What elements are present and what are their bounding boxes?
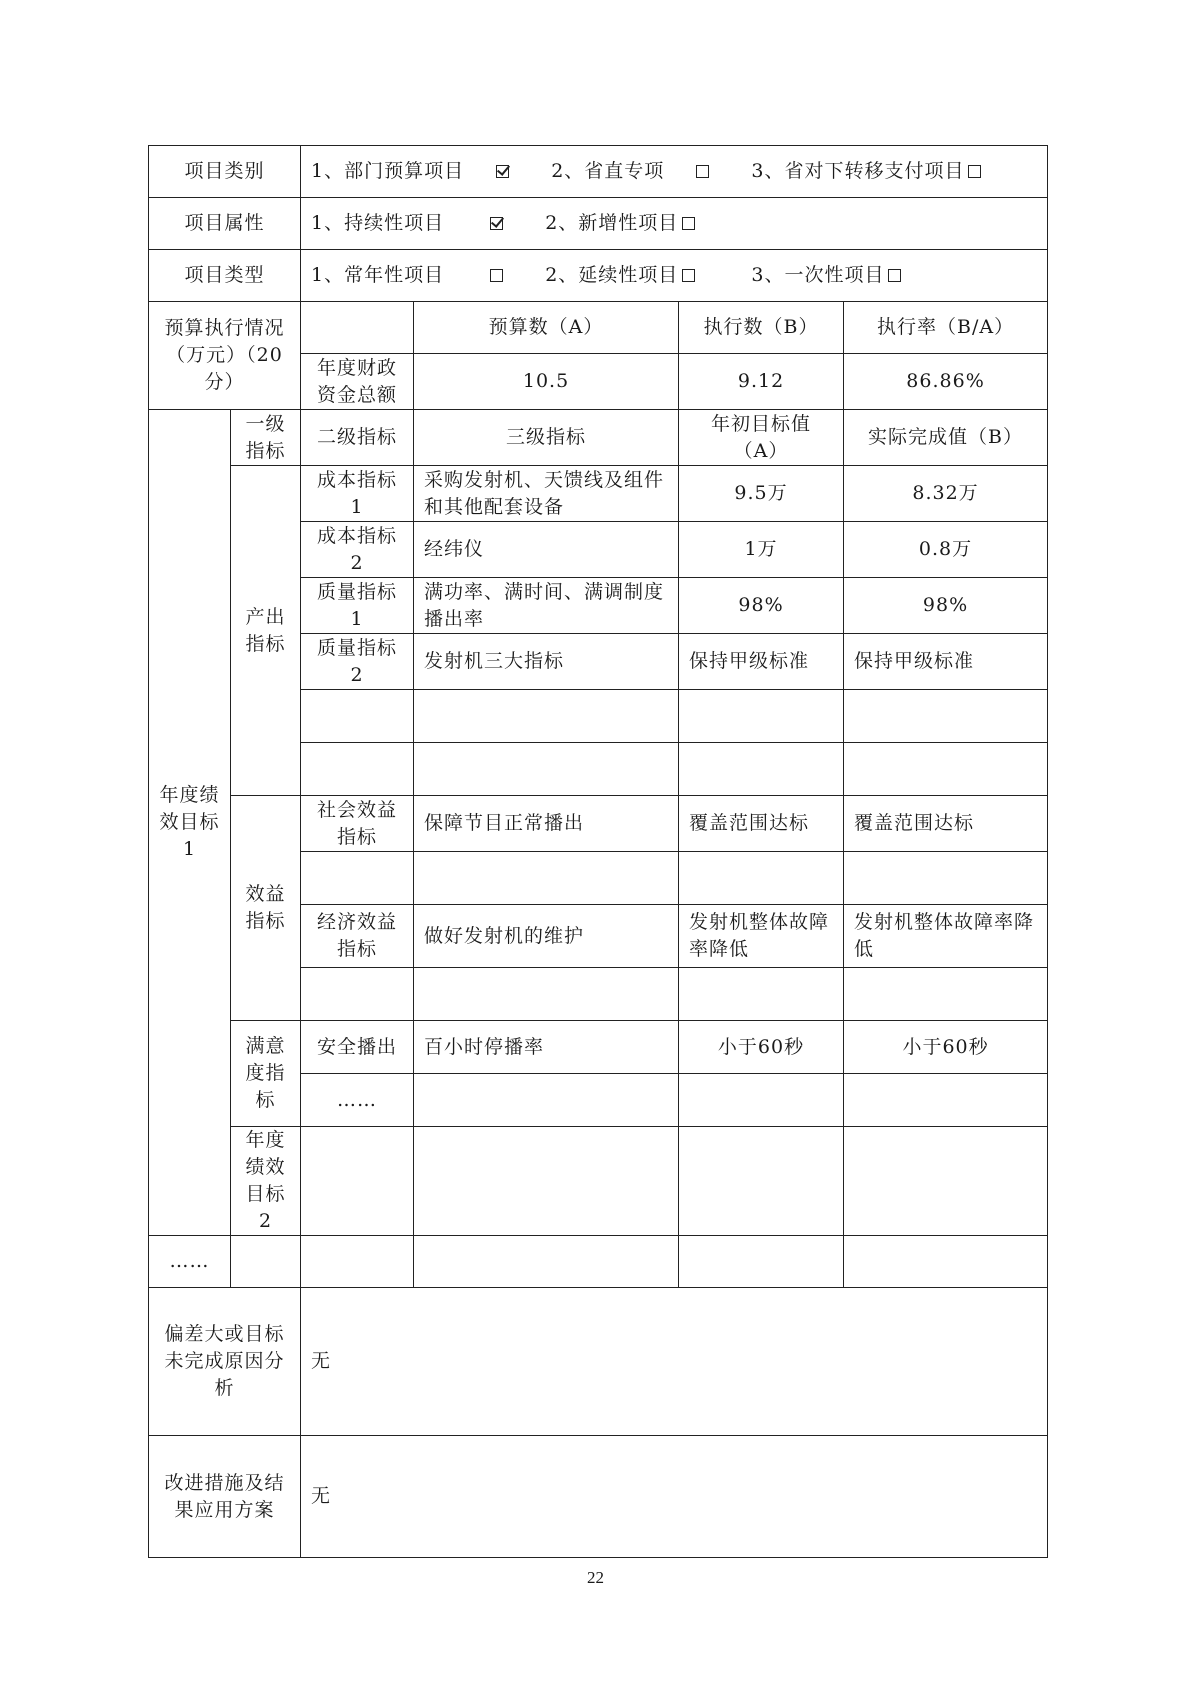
category-label: 项目类别 bbox=[149, 146, 301, 198]
deviation-value: 无 bbox=[301, 1288, 1048, 1436]
second-level-cell: 质量指标1 bbox=[301, 578, 414, 634]
category-option-3[interactable]: 3、省对下转移支付项目 bbox=[751, 158, 981, 185]
table-row bbox=[149, 1021, 1048, 1074]
performance-table bbox=[148, 145, 1048, 1558]
satisfaction-indicator-label: 满意度指标 bbox=[231, 1021, 301, 1127]
actual-cell: 覆盖范围达标 bbox=[844, 796, 1048, 852]
header-actual: 实际完成值（B） bbox=[844, 410, 1048, 466]
target-cell: 小于60秒 bbox=[679, 1021, 844, 1074]
attribute-option-1[interactable]: 1、持续性项目 bbox=[311, 210, 503, 237]
second-level-cell: 成本指标1 bbox=[301, 466, 414, 522]
third-level-cell: 采购发射机、天馈线及组件和其他配套设备 bbox=[414, 466, 679, 522]
actual-cell: 98% bbox=[844, 578, 1048, 634]
type-option-1[interactable]: 1、常年性项目 bbox=[311, 262, 503, 289]
checkbox-icon[interactable] bbox=[682, 269, 695, 282]
actual-cell: 8.32万 bbox=[844, 466, 1048, 522]
second-level-cell: 安全播出 bbox=[301, 1021, 414, 1074]
type-option-3[interactable]: 3、一次性项目 bbox=[751, 262, 901, 289]
ellipsis-cell: …… bbox=[301, 1074, 414, 1127]
budget-value: 10.5 bbox=[414, 354, 679, 410]
row-project-type bbox=[149, 250, 1048, 302]
budget-header-empty bbox=[301, 302, 414, 354]
actual-cell: 保持甲级标准 bbox=[844, 634, 1048, 690]
attribute-options bbox=[301, 198, 1048, 250]
target-cell: 1万 bbox=[679, 522, 844, 578]
row-more bbox=[149, 1236, 1048, 1288]
budget-header-executed: 执行数（B） bbox=[679, 302, 844, 354]
budget-row-label: 年度财政资金总额 bbox=[301, 354, 414, 410]
target-cell: 保持甲级标准 bbox=[679, 634, 844, 690]
category-option-1[interactable]: 1、部门预算项目 bbox=[311, 158, 509, 185]
type-option-2[interactable]: 2、延续性项目 bbox=[545, 262, 695, 289]
table-row bbox=[149, 796, 1048, 852]
improvement-value: 无 bbox=[301, 1436, 1048, 1558]
third-level-cell: 满功率、满时间、满调制度播出率 bbox=[414, 578, 679, 634]
target-cell: 9.5万 bbox=[679, 466, 844, 522]
actual-cell: 发射机整体故障率降低 bbox=[844, 905, 1048, 968]
third-level-cell: 保障节目正常播出 bbox=[414, 796, 679, 852]
header-second-level: 二级指标 bbox=[301, 410, 414, 466]
checkbox-icon[interactable] bbox=[888, 269, 901, 282]
budget-header-budget: 预算数（A） bbox=[414, 302, 679, 354]
checkbox-icon[interactable] bbox=[490, 269, 503, 282]
type-label: 项目类型 bbox=[149, 250, 301, 302]
ellipsis-cell: …… bbox=[149, 1236, 231, 1288]
header-target: 年初目标值（A） bbox=[679, 410, 844, 466]
checkbox-checked-icon[interactable] bbox=[490, 217, 503, 230]
category-option-2[interactable]: 2、省直专项 bbox=[551, 158, 709, 185]
row-project-category bbox=[149, 146, 1048, 198]
benefit-indicator-label: 效益指标 bbox=[231, 796, 301, 1021]
row-indicator-header bbox=[149, 410, 1048, 466]
third-level-cell: 经纬仪 bbox=[414, 522, 679, 578]
actual-cell: 0.8万 bbox=[844, 522, 1048, 578]
budget-header-rate: 执行率（B/A） bbox=[844, 302, 1048, 354]
attribute-option-2[interactable]: 2、新增性项目 bbox=[545, 210, 695, 237]
goal1-label: 年度绩效目标1 bbox=[149, 410, 231, 1236]
goal2-label: 年度绩效目标2 bbox=[231, 1127, 301, 1236]
table-row bbox=[149, 466, 1048, 522]
row-deviation bbox=[149, 1288, 1048, 1436]
target-cell: 发射机整体故障率降低 bbox=[679, 905, 844, 968]
category-options bbox=[301, 146, 1048, 198]
third-level-cell: 百小时停播率 bbox=[414, 1021, 679, 1074]
checkbox-icon[interactable] bbox=[696, 165, 709, 178]
execution-rate: 86.86% bbox=[844, 354, 1048, 410]
checkbox-icon[interactable] bbox=[682, 217, 695, 230]
executed-value: 9.12 bbox=[679, 354, 844, 410]
second-level-cell: 经济效益指标 bbox=[301, 905, 414, 968]
row-project-attribute bbox=[149, 198, 1048, 250]
row-improvement bbox=[149, 1436, 1048, 1558]
checkbox-checked-icon[interactable] bbox=[496, 165, 509, 178]
deviation-label: 偏差大或目标未完成原因分析 bbox=[149, 1288, 301, 1436]
attribute-label: 项目属性 bbox=[149, 198, 301, 250]
third-level-cell: 做好发射机的维护 bbox=[414, 905, 679, 968]
type-options bbox=[301, 250, 1048, 302]
budget-label: 预算执行情况（万元）（20分） bbox=[149, 302, 301, 410]
second-level-cell: 质量指标2 bbox=[301, 634, 414, 690]
actual-cell: 小于60秒 bbox=[844, 1021, 1048, 1074]
improvement-label: 改进措施及结果应用方案 bbox=[149, 1436, 301, 1558]
target-cell: 98% bbox=[679, 578, 844, 634]
third-level-cell: 发射机三大指标 bbox=[414, 634, 679, 690]
output-indicator-label: 产出指标 bbox=[231, 466, 301, 796]
second-level-cell: 成本指标2 bbox=[301, 522, 414, 578]
row-goal2 bbox=[149, 1127, 1048, 1236]
target-cell: 覆盖范围达标 bbox=[679, 796, 844, 852]
page-number: 22 bbox=[587, 1568, 604, 1587]
header-third-level: 三级指标 bbox=[414, 410, 679, 466]
second-level-cell: 社会效益指标 bbox=[301, 796, 414, 852]
row-budget-header bbox=[149, 302, 1048, 354]
checkbox-icon[interactable] bbox=[968, 165, 981, 178]
header-first-level: 一级指标 bbox=[231, 410, 301, 466]
